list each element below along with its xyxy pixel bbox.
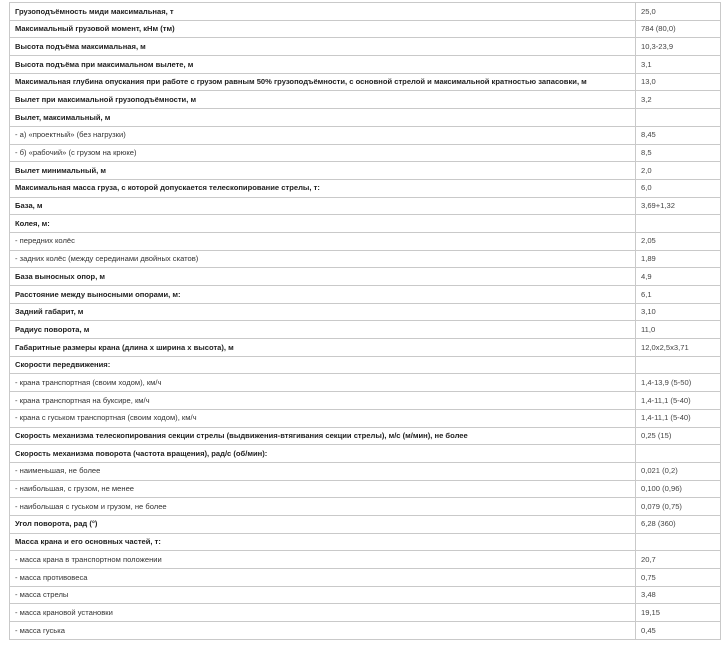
table-row [10,179,721,197]
spec-value-cell: 1,4-13,9 (5-50) [636,374,721,392]
table-row [10,109,721,127]
table-row [10,321,721,339]
spec-parameter-cell: Скорость механизма телескопирования секции стрелы (выдвижения-втягивания секции стрелы), м/с (м/мин), не более [10,427,636,445]
spec-parameter-cell: - задних колёс (между серединами двойных скатов) [10,250,636,268]
spec-parameter-cell: Скорости передвижения: [10,356,636,374]
spec-parameter-cell: Габаритные размеры крана (длина х ширина х высота), м [10,339,636,357]
spec-value-cell: 8,5 [636,144,721,162]
table-row [10,586,721,604]
table-row [10,20,721,38]
table-row [10,339,721,357]
table-row [10,498,721,516]
table-row [10,268,721,286]
spec-parameter-cell: - а) «проектный» (без нагрузки) [10,126,636,144]
spec-parameter-cell: - масса противовеса [10,569,636,587]
spec-parameter-cell: - крана с гуськом транспортная (своим ходом), км/ч [10,409,636,427]
spec-parameter-cell: Высота подъёма максимальная, м [10,38,636,56]
spec-parameter-cell: Грузоподъёмность миди максимальная, т [10,3,636,21]
specifications-table [9,2,721,640]
table-row [10,126,721,144]
table-row [10,3,721,21]
table-row [10,480,721,498]
spec-value-cell: 3,10 [636,303,721,321]
spec-value-cell: 12,0х2,5х3,71 [636,339,721,357]
spec-value-cell: 4,9 [636,268,721,286]
spec-parameter-cell: Скорость механизма поворота (частота вращения), рад/с (об/мин): [10,445,636,463]
spec-value-cell [636,445,721,463]
spec-value-cell: 0,45 [636,622,721,640]
spec-parameter-cell: Максимальная масса груза, с которой допускается телескопирование стрелы, т: [10,179,636,197]
spec-parameter-cell: База, м [10,197,636,215]
spec-parameter-cell: Вылет, максимальный, м [10,109,636,127]
table-row [10,197,721,215]
spec-value-cell: 19,15 [636,604,721,622]
spec-parameter-cell: - крана транспортная на буксире, км/ч [10,392,636,410]
specifications-table-body [10,3,721,640]
table-row [10,569,721,587]
table-row [10,409,721,427]
table-row [10,56,721,74]
table-row [10,73,721,91]
spec-parameter-cell: - наибольшая, с грузом, не менее [10,480,636,498]
spec-parameter-cell: Радиус поворота, м [10,321,636,339]
table-row [10,462,721,480]
table-row [10,91,721,109]
spec-value-cell: 10,3-23,9 [636,38,721,56]
spec-value-cell: 13,0 [636,73,721,91]
spec-value-cell: 0,021 (0,2) [636,462,721,480]
table-row [10,144,721,162]
spec-value-cell: 8,45 [636,126,721,144]
spec-parameter-cell: - наименьшая, не более [10,462,636,480]
spec-parameter-cell: - масса гуська [10,622,636,640]
spec-value-cell [636,215,721,233]
table-row [10,303,721,321]
spec-value-cell: 0,079 (0,75) [636,498,721,516]
spec-parameter-cell: Высота подъёма при максимальном вылете, м [10,56,636,74]
spec-parameter-cell: - масса крановой установки [10,604,636,622]
table-row [10,374,721,392]
table-row [10,445,721,463]
spec-value-cell: 0,25 (15) [636,427,721,445]
table-row [10,215,721,233]
spec-parameter-cell: - передних колёс [10,232,636,250]
spec-value-cell: 0,100 (0,96) [636,480,721,498]
spec-value-cell: 1,89 [636,250,721,268]
spec-value-cell: 6,0 [636,179,721,197]
spec-parameter-cell: Задний габарит, м [10,303,636,321]
table-row [10,533,721,551]
table-row [10,38,721,56]
spec-value-cell: 1,4-11,1 (5-40) [636,392,721,410]
table-row [10,286,721,304]
spec-value-cell: 2,05 [636,232,721,250]
spec-value-cell: 0,75 [636,569,721,587]
table-row [10,162,721,180]
spec-parameter-cell: Колея, м: [10,215,636,233]
spec-value-cell: 2,0 [636,162,721,180]
spec-value-cell: 3,2 [636,91,721,109]
table-row [10,604,721,622]
spec-parameter-cell: Максимальный грузовой момент, кНм (тм) [10,20,636,38]
spec-value-cell [636,533,721,551]
spec-value-cell: 3,48 [636,586,721,604]
spec-value-cell: 784 (80,0) [636,20,721,38]
table-row [10,392,721,410]
table-row [10,232,721,250]
spec-parameter-cell: Вылет при максимальной грузоподъёмности, м [10,91,636,109]
table-row [10,515,721,533]
spec-value-cell: 1,4-11,1 (5-40) [636,409,721,427]
table-row [10,551,721,569]
spec-value-cell: 25,0 [636,3,721,21]
spec-parameter-cell: - б) «рабочий» (с грузом на крюке) [10,144,636,162]
table-row [10,250,721,268]
table-row [10,427,721,445]
spec-value-cell: 3,69+1,32 [636,197,721,215]
spec-parameter-cell: Угол поворота, рад (°) [10,515,636,533]
spec-value-cell: 11,0 [636,321,721,339]
spec-parameter-cell: Расстояние между выносными опорами, м: [10,286,636,304]
table-row [10,622,721,640]
spec-value-cell: 20,7 [636,551,721,569]
spec-parameter-cell: - масса крана в транспортном положении [10,551,636,569]
spec-parameter-cell: Вылет минимальный, м [10,162,636,180]
table-row [10,356,721,374]
spec-parameter-cell: База выносных опор, м [10,268,636,286]
spec-value-cell: 3,1 [636,56,721,74]
spec-parameter-cell: Максимальная глубина опускания при работе с грузом равным 50% грузоподъёмности, с основной стрелой и максимальной кратностью запасовки, м [10,73,636,91]
spec-value-cell [636,109,721,127]
spec-value-cell: 6,1 [636,286,721,304]
spec-value-cell: 6,28 (360) [636,515,721,533]
spec-parameter-cell: - крана транспортная (своим ходом), км/ч [10,374,636,392]
spec-parameter-cell: Масса крана и его основных частей, т: [10,533,636,551]
spec-value-cell [636,356,721,374]
spec-parameter-cell: - наибольшая с гуськом и грузом, не более [10,498,636,516]
spec-parameter-cell: - масса стрелы [10,586,636,604]
